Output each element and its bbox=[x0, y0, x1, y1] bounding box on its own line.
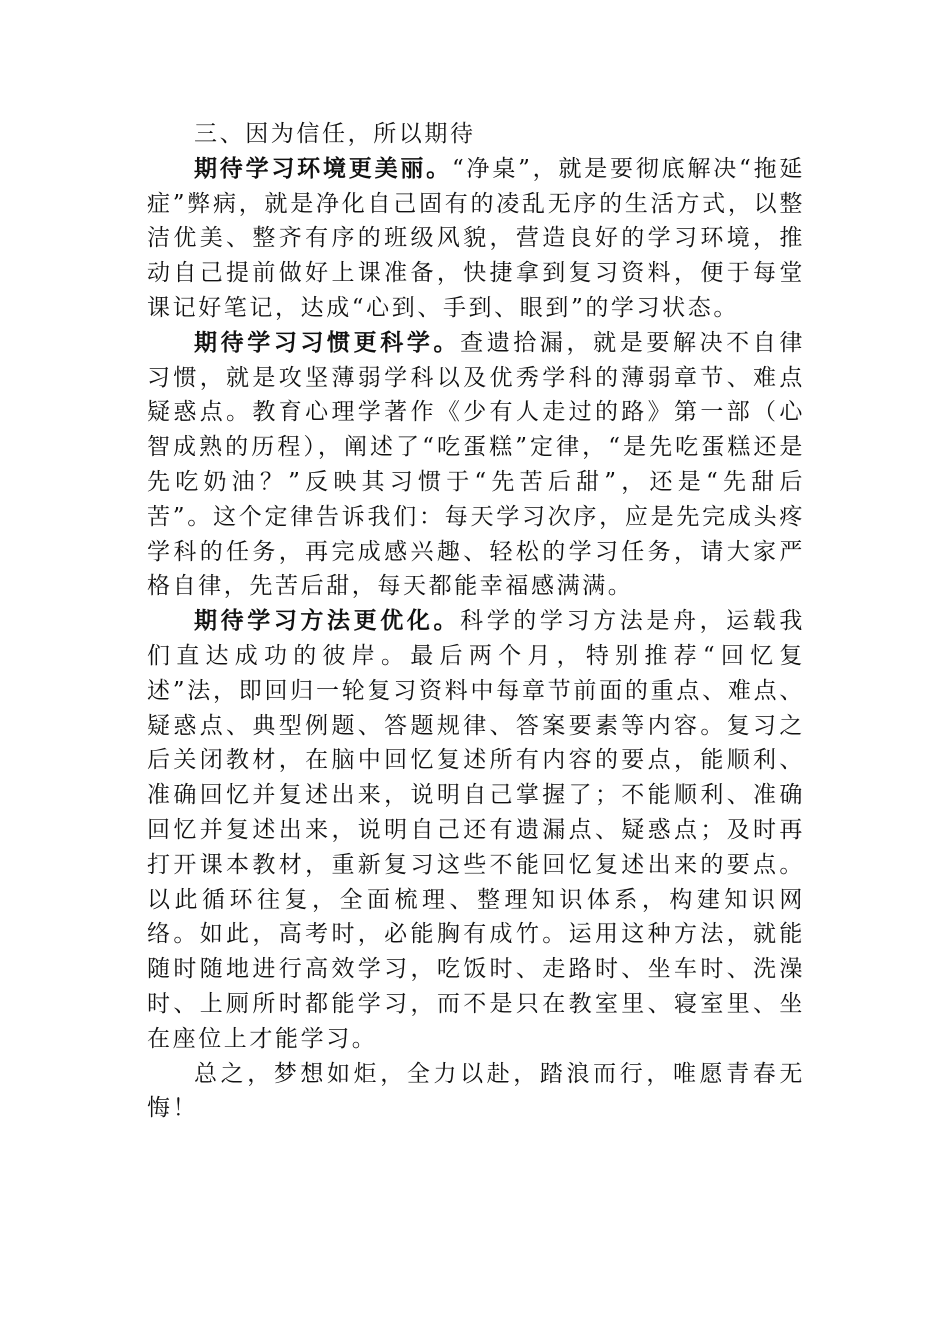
paragraph-lead-environment: 期待学习环境更美丽。 bbox=[194, 154, 452, 182]
paragraph-body-environment: “净桌”，就是要彻底解决“拖延症”弊病，就是净化自己固有的凌乱无序的生活方式，以整洁优美、整齐有序的班级风貌，营造良好的学习环境，推动自己提前做好上课准备，快捷拿到复习资料，便于每堂课记好笔记，达成“心到、手到、眼到”的学习状态。 bbox=[147, 155, 805, 321]
paragraph-lead-habits: 期待学习习惯更科学。 bbox=[194, 328, 461, 356]
paragraph-environment bbox=[147, 152, 805, 326]
paragraph-methods bbox=[147, 604, 805, 1056]
paragraph-habits bbox=[147, 326, 805, 604]
paragraph-body-habits: 查遗拾漏，就是要解决不自律习惯，就是攻坚薄弱学科以及优秀学科的薄弱章节、难点疑惑点。教育心理学著作《少有人走过的路》第一部（心智成熟的历程），阐述了“吃蛋糕”定律，“是先吃蛋糕还是先吃奶油？”反映其习惯于“先苦后甜”，还是“先甜后苦”。这个定律告诉我们：每天学习次序，应是先完成头疼学科的任务，再完成感兴趣、轻松的学习任务，请大家严格自律，先苦后甜，每天都能幸福感满满。 bbox=[147, 329, 805, 600]
paragraph-lead-methods: 期待学习方法更优化。 bbox=[194, 607, 461, 635]
document-page bbox=[147, 117, 805, 1126]
closing-paragraph: 总之，梦想如炬，全力以赴，踏浪而行，唯愿青春无悔！ bbox=[147, 1060, 805, 1122]
section-heading: 三、因为信任，所以期待 bbox=[194, 121, 476, 147]
paragraph-body-methods: 科学的学习方法是舟，运载我们直达成功的彼岸。最后两个月，特别推荐“回忆复述”法，即回归一轮复习资料中每章节前面的重点、难点、疑惑点、典型例题、答题规律、答案要素等内容。复习之后关闭教材，在脑中回忆复述所有内容的要点，能顺利、准确回忆并复述出来，说明自己掌握了；不能顺利、准确回忆并复述出来，说明自己还有遗漏点、疑惑点；及时再打开课本教材，重新复习这些不能回忆复述出来的要点。以此循环往复，全面梳理、整理知识体系，构建知识网络。如此，高考时，必能胸有成竹。运用这种方法，就能随时随地进行高效学习，吃饭时、走路时、坐车时、洗澡时、上厕所时都能学习，而不是只在教室里、寝室里、坐在座位上才能学习。 bbox=[147, 608, 805, 1052]
